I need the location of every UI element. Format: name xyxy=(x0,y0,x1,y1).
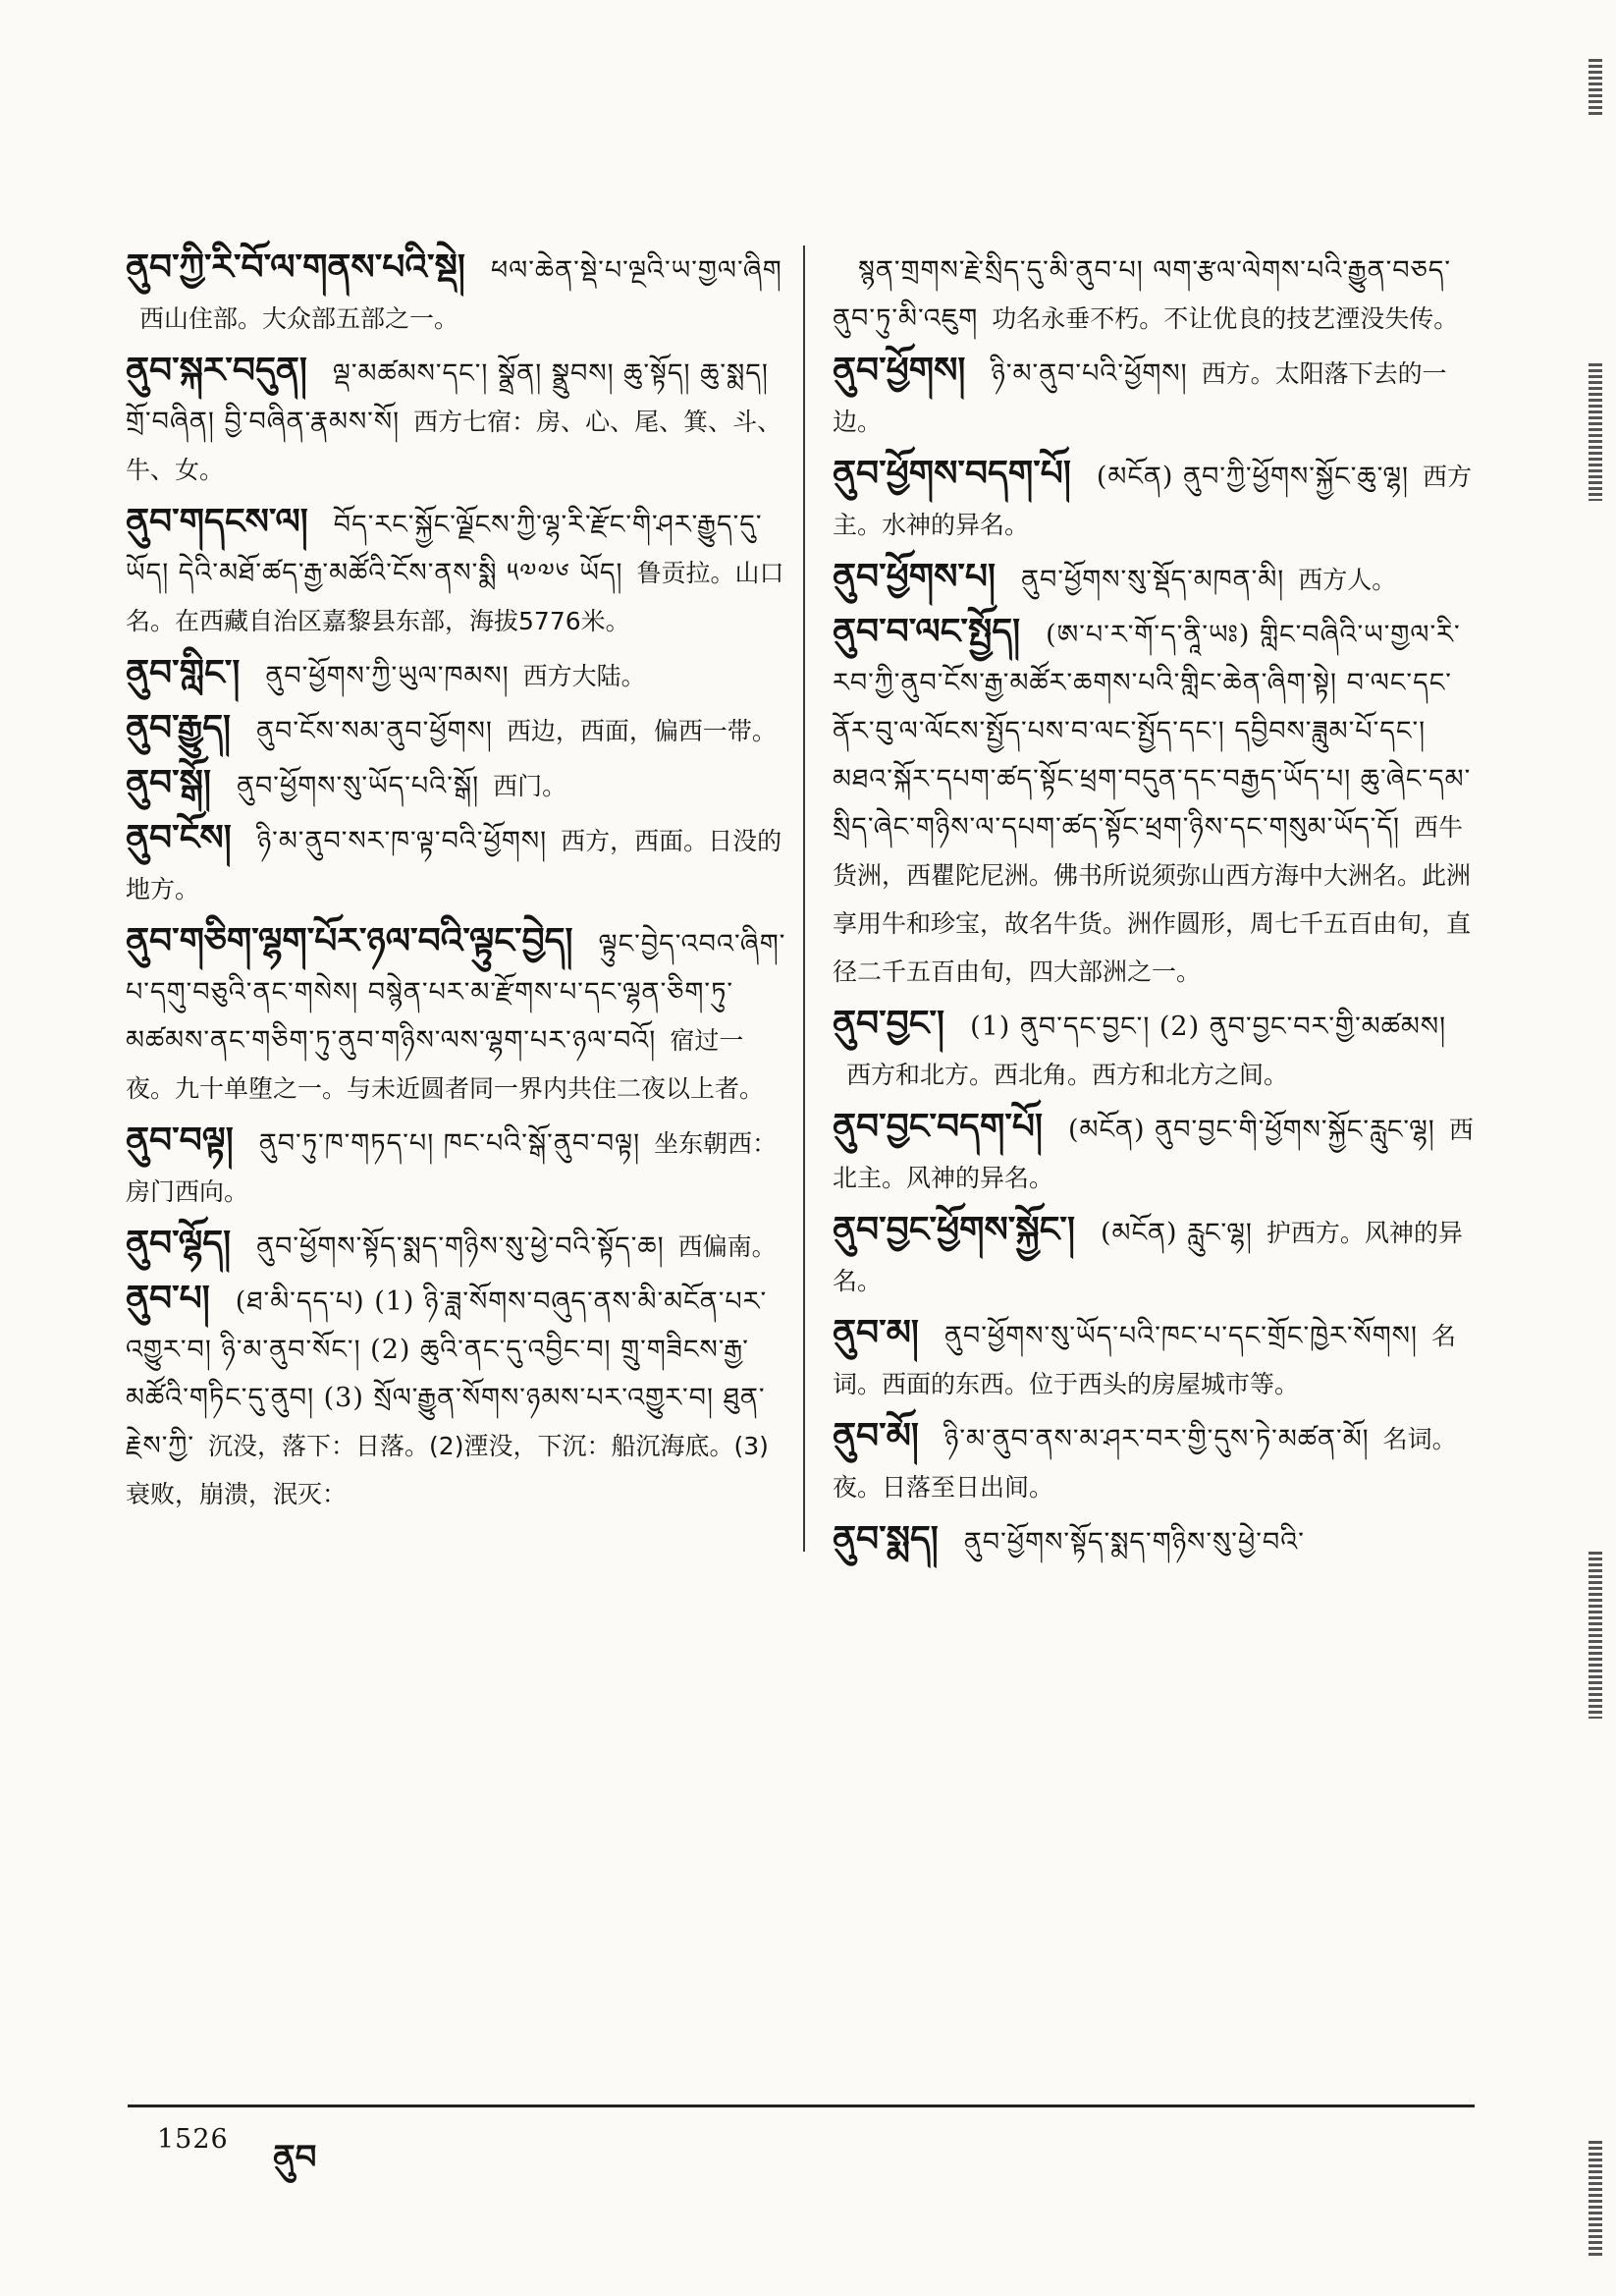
page-number: 1526 xyxy=(157,2124,229,2155)
entry-chinese: 名词。夜。日落至日出间。 xyxy=(833,1425,1457,1502)
entry-tibetan: ནུབ་ཕྱོགས་ཀྱི་ཡུལ་ཁམས། xyxy=(265,661,510,691)
entry-headword: ནུབ་གླིང་། xyxy=(126,652,241,693)
entry-headword: ནུབ་མོ། xyxy=(833,1415,919,1456)
scan-edge-mark xyxy=(1589,2141,1602,2259)
dictionary-entry xyxy=(833,450,1475,549)
dictionary-entry xyxy=(833,1103,1475,1202)
dictionary-entry xyxy=(126,917,789,1113)
entry-headword: ནུབ་བྱང་། xyxy=(833,1003,945,1044)
entry-tibetan: (མངོན) ནུབ་ཀྱི་ཕྱོགས་སྐྱོང་ཆུ་ལྷ། xyxy=(1096,462,1409,492)
entry-chinese: 西方主。水神的异名。 xyxy=(833,463,1472,539)
entry-tibetan: ཉི་མ་ནུབ་པའི་ཕྱོགས། xyxy=(991,358,1188,389)
dictionary-entry xyxy=(126,347,789,494)
entry-headword: ནུབ་རྒྱུད། xyxy=(126,707,232,748)
entry-chinese: 西山住部。大众部五部之一。 xyxy=(139,304,459,333)
entry-tibetan: (1) ནུབ་དང་བྱང་། (2) ནུབ་བྱང་བར་གྱི་མཚམས། xyxy=(970,1011,1447,1042)
entry-chinese: 宿过一夜。九十单堕之一。与未近圆者同一界内共住二夜以上者。 xyxy=(126,1026,765,1103)
entry-tibetan: ལྟུང་བྱེད་འབའ་ཞིག་པ་དགུ་བཅུའི་ནང་གསེས། བསྙེན་པར་མ་རྫོགས་པ་དང་ལྷན་ཅིག་ཏུ་མཚམས་ནང་གཅིག་ཏུ་ནུབ་གཉིས་ལས་ལྷག་པར་ཉལ་བའོ། xyxy=(126,929,786,1056)
entry-chinese: 西方和北方。西北角。西方和北方之间。 xyxy=(846,1061,1289,1089)
scan-edge-mark xyxy=(1589,363,1602,501)
entry-tibetan: ནུབ་ཕྱོགས་སུ་ཡོད་པའི་སྒོ། xyxy=(236,771,480,801)
entry-chinese: 沉没，落下：日落。(2)湮没，下沉：船沉海底。(3)衰败，崩溃，泯灭： xyxy=(126,1432,769,1508)
scan-edge-mark xyxy=(1589,59,1602,118)
dictionary-entry xyxy=(833,1412,1475,1511)
entry-headword: ནུབ་སྒོ། xyxy=(126,762,211,803)
entry-tibetan: ནུབ་ངོས་སམ་ནུབ་ཕྱོགས། xyxy=(256,716,493,746)
entry-chinese: 西边，西面，偏西一带。 xyxy=(506,717,777,745)
entry-tibetan: ནུབ་ཕྱོགས་སུ་སྡོད་མཁན་མི། xyxy=(1021,565,1285,595)
entry-chinese: 西北主。风神的异名。 xyxy=(833,1116,1474,1192)
entry-tibetan: ནུབ་ཕྱོགས་སྟོད་སྨད་གཉིས་སུ་ཕྱེ་བའི་ xyxy=(963,1527,1305,1558)
entry-chinese: 护西方。风神的异名。 xyxy=(833,1219,1463,1295)
entry-chinese: 功名永垂不朽。不让优良的技艺湮没失传。 xyxy=(992,304,1459,333)
entry-headword: ནུབ་བྱང་བདག་པོ། xyxy=(833,1106,1043,1147)
entry-chinese: 西方，西面。日没的地方。 xyxy=(126,827,782,903)
entry-tibetan: (ཨ་པ་ར་གོ་ད་ནཱི་ཡཿ) གླིང་བཞིའི་ཡ་གྱལ་རི་རབ་ཀྱི་ནུབ་ངོས་རྒྱ་མཚོར་ཆགས་པའི་གླིང་ཆེན་ཞིག་སྟེ། བ་ལང་དང་ནོར་བུ་ལ་ལོངས་སྤྱོད་པས་བ་ལང་སྤྱོད་དང་། དབྱིབས་ཟླུམ་པོ་དང་། མཐའ་སྐོར་དཔག་ཚད་སྟོང་ཕྲག་བདུན་དང་བརྒྱད་ཡོད་པ། ཆུ་ཞེང་དམ་སྲིད་ཞེང་གཉིས་ལ་དཔག་ཚད་སྟོང་ཕྲག་ཉིས་དང་གསུམ་ཡོད་དོ། xyxy=(833,620,1472,843)
entry-chinese: 西方。太阳落下去的一边。 xyxy=(833,359,1447,436)
dictionary-entry xyxy=(833,1309,1475,1408)
entry-chinese: 西方七宿：房、心、尾、箕、斗、牛、女。 xyxy=(126,408,782,484)
entry-chinese: 西偏南。 xyxy=(677,1232,777,1261)
dictionary-entry xyxy=(126,1275,789,1518)
entry-tibetan: སྙན་གྲགས་རྗེ་སྲིད་དུ་མི་ནུབ་པ། ལག་རྩལ་ལེགས་པའི་རྒྱུན་བཅད་ནུབ་ཏུ་མི་འཇུག xyxy=(833,255,1452,334)
entry-chinese: 西方人。 xyxy=(1298,566,1397,594)
dictionary-entry xyxy=(833,1206,1475,1305)
dictionary-entry xyxy=(833,1515,1475,1566)
dictionary-entry xyxy=(833,1000,1475,1099)
entry-tibetan: (མངོན) ནུབ་བྱང་གི་ཕྱོགས་སྐྱོང་རླུང་ལྷ། xyxy=(1067,1115,1435,1145)
dictionary-entry xyxy=(833,347,1475,446)
dictionary-entry xyxy=(833,244,1475,343)
entry-tibetan: (ཐ་མི་དད་པ) (1) ཉི་ཟླ་སོགས་བཞུད་ནས་མི་མངོན་པར་འགྱུར་བ། ཉི་མ་ནུབ་སོང་། (2) ཆུའི་ནང་དུ་འབྱིང་བ། གྲུ་གཟིངས་རྒྱ་མཚོའི་གཏིང་དུ་ནུབ། (3) སྲོལ་རྒྱུན་སོགས་ཉམས་པར་འགྱུར་བ། ཐུན་རྗེས་ཀྱི་ xyxy=(126,1286,768,1461)
entry-chinese: 西门。 xyxy=(493,772,567,800)
entry-headword: ནུབ་བལྟ། xyxy=(126,1120,234,1161)
entry-chinese: 西方大陆。 xyxy=(522,662,646,690)
entry-headword: ནུབ་གཅིག་ལྷག་པོར་ཉལ་བའི་ལྟུང་བྱེད། xyxy=(126,920,573,961)
dictionary-entry xyxy=(126,649,789,700)
entry-tibetan: (མངོན) རླུང་ལྷ། xyxy=(1100,1218,1253,1248)
entry-tibetan: ནུབ་ཕྱོགས་སུ་ཡོད་པའི་ཁང་པ་དང་གྲོང་ཁྱེར་སོགས། xyxy=(943,1321,1418,1351)
entry-tibetan: ཉི་མ་ནུབ་ནས་མ་ཤར་བར་གྱི་དུས་ཏེ་མཚན་མོ། xyxy=(943,1424,1370,1454)
entry-tibetan: ནུབ་ཏུ་ཁ་གཏད་པ། ཁང་པའི་སྒོ་ནུབ་བལྟ། xyxy=(258,1128,641,1159)
entry-tibetan: ལྡ་མཚམས་དང་། སྣྲོན། སྣྲུབས། ཆུ་སྟོད། ཆུ་སྨད། གྲོ་བཞིན། བྱི་བཞིན་རྣམས་སོ། xyxy=(126,358,769,437)
entry-headword: ནུབ་ཕྱོགས་བདག་པོ། xyxy=(833,453,1071,494)
dictionary-entry xyxy=(126,1117,789,1216)
entry-headword: ནུབ་པ། xyxy=(126,1278,210,1319)
entry-chinese: 名词。西面的东西。位于西头的房屋城市等。 xyxy=(833,1322,1457,1398)
entry-headword: ནུབ་ལྷོད། xyxy=(126,1223,232,1264)
entry-headword: ནུབ་གདངས་ལ། xyxy=(126,501,308,542)
dictionary-entry xyxy=(126,814,789,913)
entry-tibetan: ཉི་མ་ནུབ་སར་ཁ་ལྟ་བའི་ཕྱོགས། xyxy=(256,826,548,856)
dictionary-entry xyxy=(126,759,789,810)
entry-tibetan: བོད་རང་སྐྱོང་ལྗོངས་ཀྱི་ལྷ་རི་རྫོང་གི་ཤར་རྒྱུད་དུ་ཡོད། དེའི་མཐོ་ཚད་རྒྱ་མཚོའི་ངོས་ནས་སྨི ༥༧༧༦ ཡོད། xyxy=(126,510,763,588)
column-divider xyxy=(803,246,805,1552)
entry-chinese: 西牛货洲，西瞿陀尼洲。佛书所说须弥山西方海中大洲名。此洲享用牛和珍宝，故名牛货。洲作圆形，周七千五百由旬，直径二千五百由旬，四大部洲之一。 xyxy=(833,813,1472,986)
entry-headword: ནུབ་སྨད། xyxy=(833,1518,939,1559)
dictionary-entry xyxy=(126,498,789,645)
entry-chinese: 坐东朝西：房门西向。 xyxy=(126,1129,778,1206)
entry-headword: ནུབ་མ། xyxy=(833,1312,919,1353)
entry-headword: ནུབ་ངོས། xyxy=(126,817,232,858)
running-head: ནུབ xyxy=(273,2138,317,2177)
dictionary-entry xyxy=(833,553,1475,604)
scan-edge-mark xyxy=(1589,1552,1602,1719)
entry-headword: ནུབ་ཕྱོགས་པ། xyxy=(833,556,996,597)
entry-tibetan: ནུབ་ཕྱོགས་སྟོད་སྨད་གཉིས་སུ་ཕྱེ་བའི་སྟོད་ཆ། xyxy=(256,1231,665,1262)
entry-chinese: 鲁贡拉。山口名。在西藏自治区嘉黎县东部，海拔5776米。 xyxy=(126,559,784,635)
entry-headword: ནུབ་ཀྱི་རི་བོ་ལ་གནས་པའི་སྡེ། xyxy=(126,246,465,288)
dictionary-entry xyxy=(126,704,789,755)
entry-headword: ནུབ་བ་ལང་སྤྱོད། xyxy=(833,611,1021,652)
right-column xyxy=(833,244,1475,1570)
entry-headword: ནུབ་སྐར་བདུན། xyxy=(126,350,307,391)
footer-rule xyxy=(128,2105,1475,2107)
dictionary-entry xyxy=(126,1220,789,1271)
entry-tibetan: ཕལ་ཆེན་སྡེ་པ་ལྔའི་ཡ་གྱལ་ཞིག xyxy=(490,255,782,286)
dictionary-entry xyxy=(833,608,1475,996)
dictionary-entry xyxy=(126,244,789,343)
left-column xyxy=(126,244,789,1522)
entry-headword: ནུབ་ཕྱོགས། xyxy=(833,350,966,391)
entry-headword: ནུབ་བྱང་ཕྱོགས་སྐྱོང་། xyxy=(833,1209,1075,1250)
